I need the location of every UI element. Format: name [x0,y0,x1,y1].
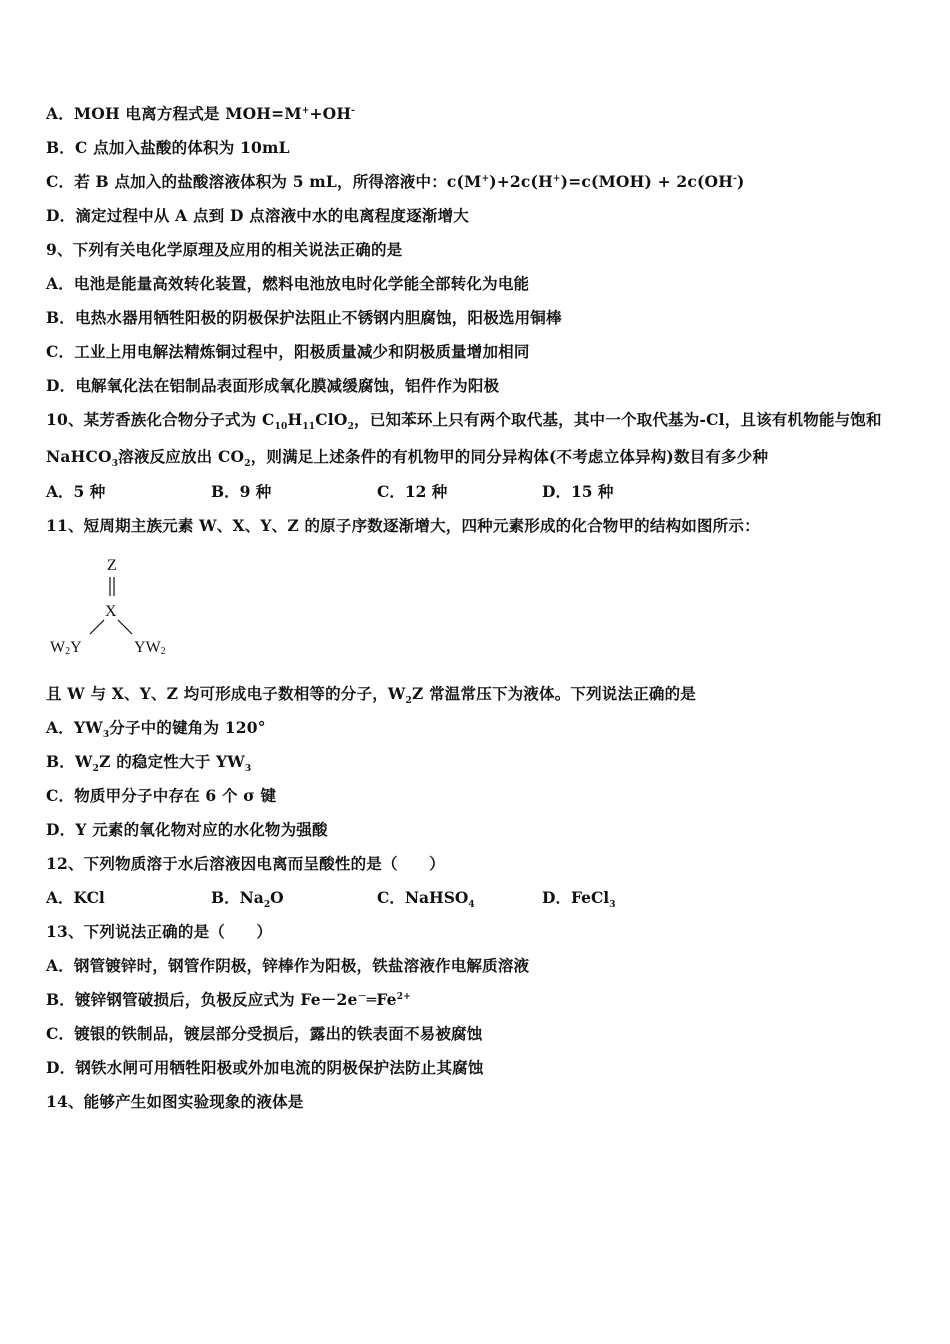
q8-option-b: B．C 点加入盐酸的体积为 10mL [46,138,290,157]
q12-option-a: A．KCl [46,888,105,907]
q8-option-d: D．滴定过程中从 A 点到 D 点溶液中水的电离程度逐渐增大 [46,206,469,225]
q11-stem-continued: 且 W 与 X、Y、Z 均可形成电子数相等的分子，$W_2Z$ 常温常压下为液体。下列说法正确的是 [46,684,696,707]
q11-option-d: D．Y 元素的氧化物对应的水化物为强酸 [46,820,328,839]
q13-option-c: C．镀银的铁制品，镀层部分受损后，露出的铁表面不易被腐蚀 [46,1024,483,1043]
q11-stem: 11、短周期主族元素 W、X、Y、Z 的原子序数逐渐增大，四种元素形成的化合物甲的结构如图所示： [46,516,760,535]
q14-stem: 14、能够产生如图实验现象的液体是 [46,1092,304,1111]
atom-z: Z [107,557,117,574]
q11-structure-diagram [48,552,188,662]
q10-stem-line2: NaHCO$_3$溶液反应放出 $CO_2$，则满足上述条件的有机物甲的同分异构体(不考虑立体异构)数目有多少种 [46,447,769,470]
group-yw2: YW2 [134,639,166,657]
q13-option-b: B．镀锌钢管破损后，负极反应式为 $Fe-2e^-═Fe^{2+}$ [46,990,411,1009]
q12-option-d: D．FeCl$_3$ [542,888,616,911]
q12-stem: 12、下列物质溶于水后溶液因电离而呈酸性的是（ ） [46,854,445,873]
q9-option-c: C．工业上用电解法精炼铜过程中，阳极质量减少和阴极质量增加相同 [46,342,530,361]
q8-option-c: C．若 B 点加入的盐酸溶液体积为 5 mL，所得溶液中：c(M+)+2c(H+)=c(MOH) + 2c(OH-) [46,172,745,191]
q11-option-a: A．$YW_3$分子中的键角为 120° [46,718,266,741]
group-w2y: W2Y [50,639,82,657]
q12-option-c: C．NaHSO$_4$ [377,888,475,911]
q12-option-b: B．$Na_2O$ [211,888,284,911]
q10-stem-line1: 10、某芳香族化合物分子式为 $C_{10}H_{11}ClO_2$，已知苯环上只有两个取代基，其中一个取代基为-Cl，且该有机物能与饱和 [46,410,882,433]
q13-option-a: A．钢管镀锌时，钢管作阴极，锌棒作为阳极，铁盐溶液作电解质溶液 [46,956,530,975]
q8-option-a: A．MOH 电离方程式是 MOH=M++OH- [46,104,356,123]
q10-option-d: D．15 种 [542,482,614,501]
single-bond-right [118,620,132,634]
q13-option-d: D．钢铁水闸可用牺牲阳极或外加电流的阴极保护法防止其腐蚀 [46,1058,484,1077]
q9-option-b: B．电热水器用牺牲阳极的阴极保护法阻止不锈钢内胆腐蚀，阳极选用铜棒 [46,308,562,327]
q9-option-a: A．电池是能量高效转化装置，燃料电池放电时化学能全部转化为电能 [46,274,530,293]
atom-x: X [105,603,117,620]
q11-option-c: C．物质甲分子中存在 6 个 σ 键 [46,786,277,805]
q10-option-c: C．12 种 [377,482,448,501]
q9-stem: 9、下列有关电化学原理及应用的相关说法正确的是 [46,240,403,259]
q9-option-d: D．电解氧化法在铝制品表面形成氧化膜减缓腐蚀，铝件作为阳极 [46,376,500,395]
q10-option-a: A．5 种 [46,482,106,501]
q11-option-b: B．$W_2Z$ 的稳定性大于 $YW_3$ [46,752,252,775]
q10-option-b: B．9 种 [211,482,272,501]
q13-stem: 13、下列说法正确的是（ ） [46,922,273,941]
single-bond-left [90,620,104,634]
